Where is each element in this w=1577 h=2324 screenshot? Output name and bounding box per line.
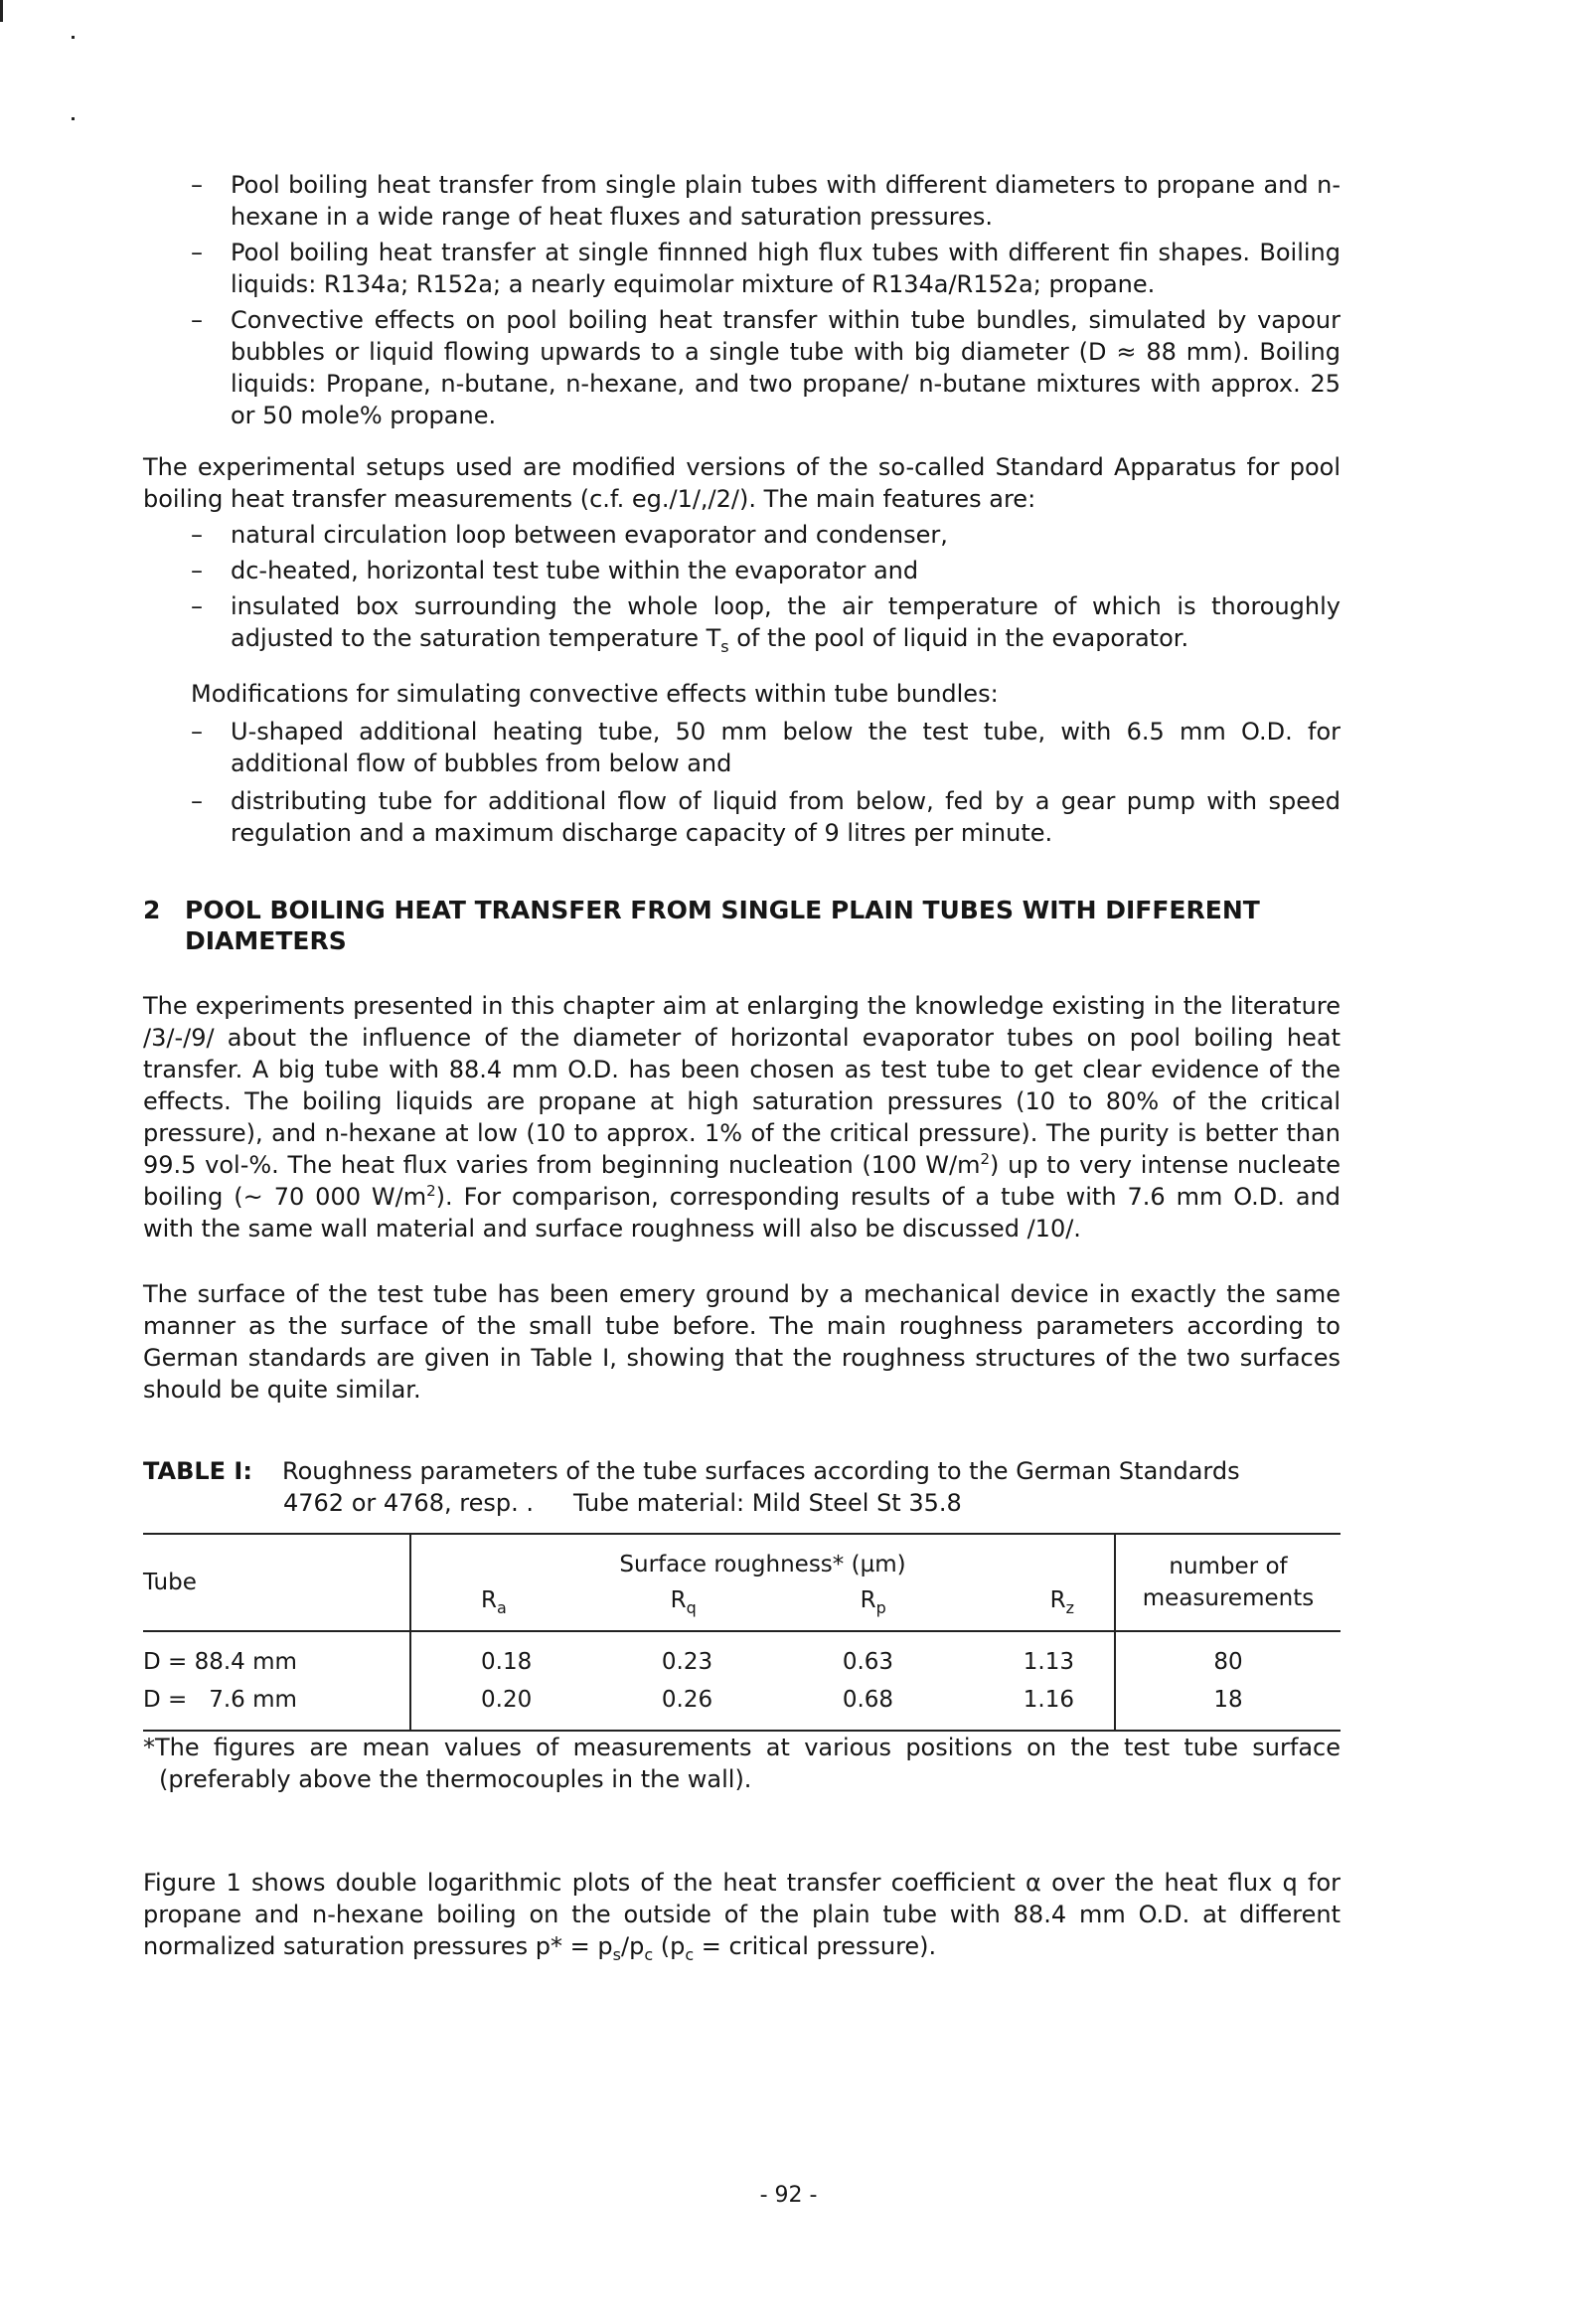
header-roughness <box>410 1534 1115 1631</box>
list-item: – Pool boiling heat transfer from single plain tubes with different diameters to propane and n-hexane in a wide range of heat fluxes and saturation pressures. <box>191 171 1340 231</box>
list-item: – distributing tube for additional flow of liquid from below, fed by a gear pump with speed regulation and a maximum discharge capacity of 9 litres per minute. <box>191 787 1340 847</box>
scan-dot <box>72 36 75 39</box>
modification-list <box>191 716 1340 849</box>
cell-rp: 0.63 <box>842 1649 894 1675</box>
roughness-table <box>143 1533 1340 1732</box>
cell-roughness-values <box>410 1631 1115 1678</box>
scan-dot <box>72 117 75 120</box>
intro-bullet-list <box>191 169 1340 431</box>
cell-ra: 0.20 <box>481 1687 533 1713</box>
feature-list <box>191 519 1340 654</box>
cell-rq: 0.23 <box>661 1649 713 1675</box>
header-roughness-title: Surface roughness* (µm) <box>619 1552 906 1577</box>
header-rq: $R_q$ <box>670 1587 697 1617</box>
setup-paragraph: The experimental setups used are modified versions of the so-called Standard Apparatus for pool boiling heat transfer measurements (c.f. eg./1/,/2/). The main features are: <box>143 453 1340 513</box>
cell-rz: 1.13 <box>1023 1649 1074 1675</box>
table-caption <box>143 1455 1340 1519</box>
page-number: - 92 - <box>759 2183 818 2208</box>
table-row <box>143 1678 1340 1731</box>
cell-tube: D = 7.6 mm <box>143 1678 410 1731</box>
cell-measurements: 18 <box>1115 1678 1340 1731</box>
cell-ra: 0.18 <box>481 1649 533 1675</box>
header-rp: $R_p$ <box>860 1587 886 1617</box>
list-item: – natural circulation loop between evaporator and condenser, <box>191 521 948 549</box>
table-caption-line2: 4762 or 4768, resp. . Tube material: Mild Steel St 35.8 <box>283 1489 962 1517</box>
cell-measurements: 80 <box>1115 1631 1340 1678</box>
table-header-row <box>143 1534 1340 1631</box>
document-page <box>143 169 1340 1962</box>
table-row <box>143 1631 1340 1678</box>
figure-paragraph: Figure 1 shows double logarithmic plots of the heat transfer coefficient α over the heat flux q for propane and n-hexane boiling on the outside of the plain tube with 88.4 mm O.D. at different normalized saturation pressures $p* = p_s/p_c$ ($p_c$ = critical pressure). <box>143 1869 1340 1964</box>
list-item: – Convective effects on pool boiling heat transfer within tube bundles, simulated by vapour bubbles or liquid flowing upwards to a single tube with big diameter (D ≈ 88 mm). Boiling liquids: Propane, n-butane, n-hexane, and two propane/ n-butane mixtures with approx. 25 or 50 mole% propane. <box>191 306 1340 429</box>
section-number: 2 <box>143 896 161 924</box>
cell-rz: 1.16 <box>1023 1687 1074 1713</box>
section-title: POOL BOILING HEAT TRANSFER FROM SINGLE PLAIN TUBES WITH DIFFERENT DIAMETERS <box>185 896 1260 955</box>
list-item: – U-shaped additional heating tube, 50 mm below the test tube, with 6.5 mm O.D. for additional flow of bubbles from below and <box>191 718 1340 777</box>
surface-paragraph: The surface of the test tube has been emery ground by a mechanical device in exactly the same manner as the surface of the small tube before. The main roughness parameters according to German standards are given in Table I, showing that the roughness structures of the two surfaces should be quite similar. <box>143 1280 1340 1404</box>
header-tube: Tube <box>143 1534 410 1631</box>
cell-rp: 0.68 <box>842 1687 894 1713</box>
header-measurements: number of measurements <box>1115 1534 1340 1631</box>
list-item: – dc-heated, horizontal test tube within the evaporator and <box>191 557 919 584</box>
section-heading <box>143 895 1340 956</box>
table-caption-line1: Roughness parameters of the tube surfaces according to the German Standards <box>282 1457 1240 1485</box>
header-rz: $R_z$ <box>1049 1587 1074 1617</box>
cell-tube: D = 88.4 mm <box>143 1631 410 1678</box>
cell-roughness-values <box>410 1678 1115 1731</box>
experiments-paragraph: The experiments presented in this chapter aim at enlarging the knowledge existing in the literature /3/-/9/ about the influence of the diameter of horizontal evaporator tubes on pool boiling heat transfer. A big tube with 88.4 mm O.D. has been chosen as test tube to get clear evidence of the effects. The boiling liquids are propane at high saturation pressures (10 to 80% of the critical pressure), and n-hexane at low (10 to approx. 1% of the critical pressure). The purity is better than 99.5 vol-%. The heat flux varies from beginning nucleation (100 $W/m^2$) up to very intense nucleate boiling (~ 70 000 $W/m^2$). For comparison, corresponding results of a tube with 7.6 mm O.D. and with the same wall material and surface roughness will also be discussed /10/. <box>143 992 1340 1243</box>
list-item: – Pool boiling heat transfer at single finnned high flux tubes with different fin shapes. Boiling liquids: R134a; R152a; a nearly equimolar mixture of R134a/R152a; propane. <box>191 239 1340 298</box>
scan-edge-mark <box>0 0 3 22</box>
cell-rq: 0.26 <box>661 1687 713 1713</box>
list-item: – insulated box surrounding the whole loop, the air temperature of which is thoroughly adjusted to the saturation temperature $T_s$ of the pool of liquid in the evaporator. <box>191 592 1340 656</box>
table-caption-label: TABLE I: <box>143 1457 252 1485</box>
table-footnote: *The figures are mean values of measurements at various positions on the test tube surface (preferably above the thermocouples in the wall). <box>143 1734 1340 1793</box>
header-ra: $R_a$ <box>481 1587 507 1617</box>
modifications-title: Modifications for simulating convective effects within tube bundles: <box>191 680 999 708</box>
